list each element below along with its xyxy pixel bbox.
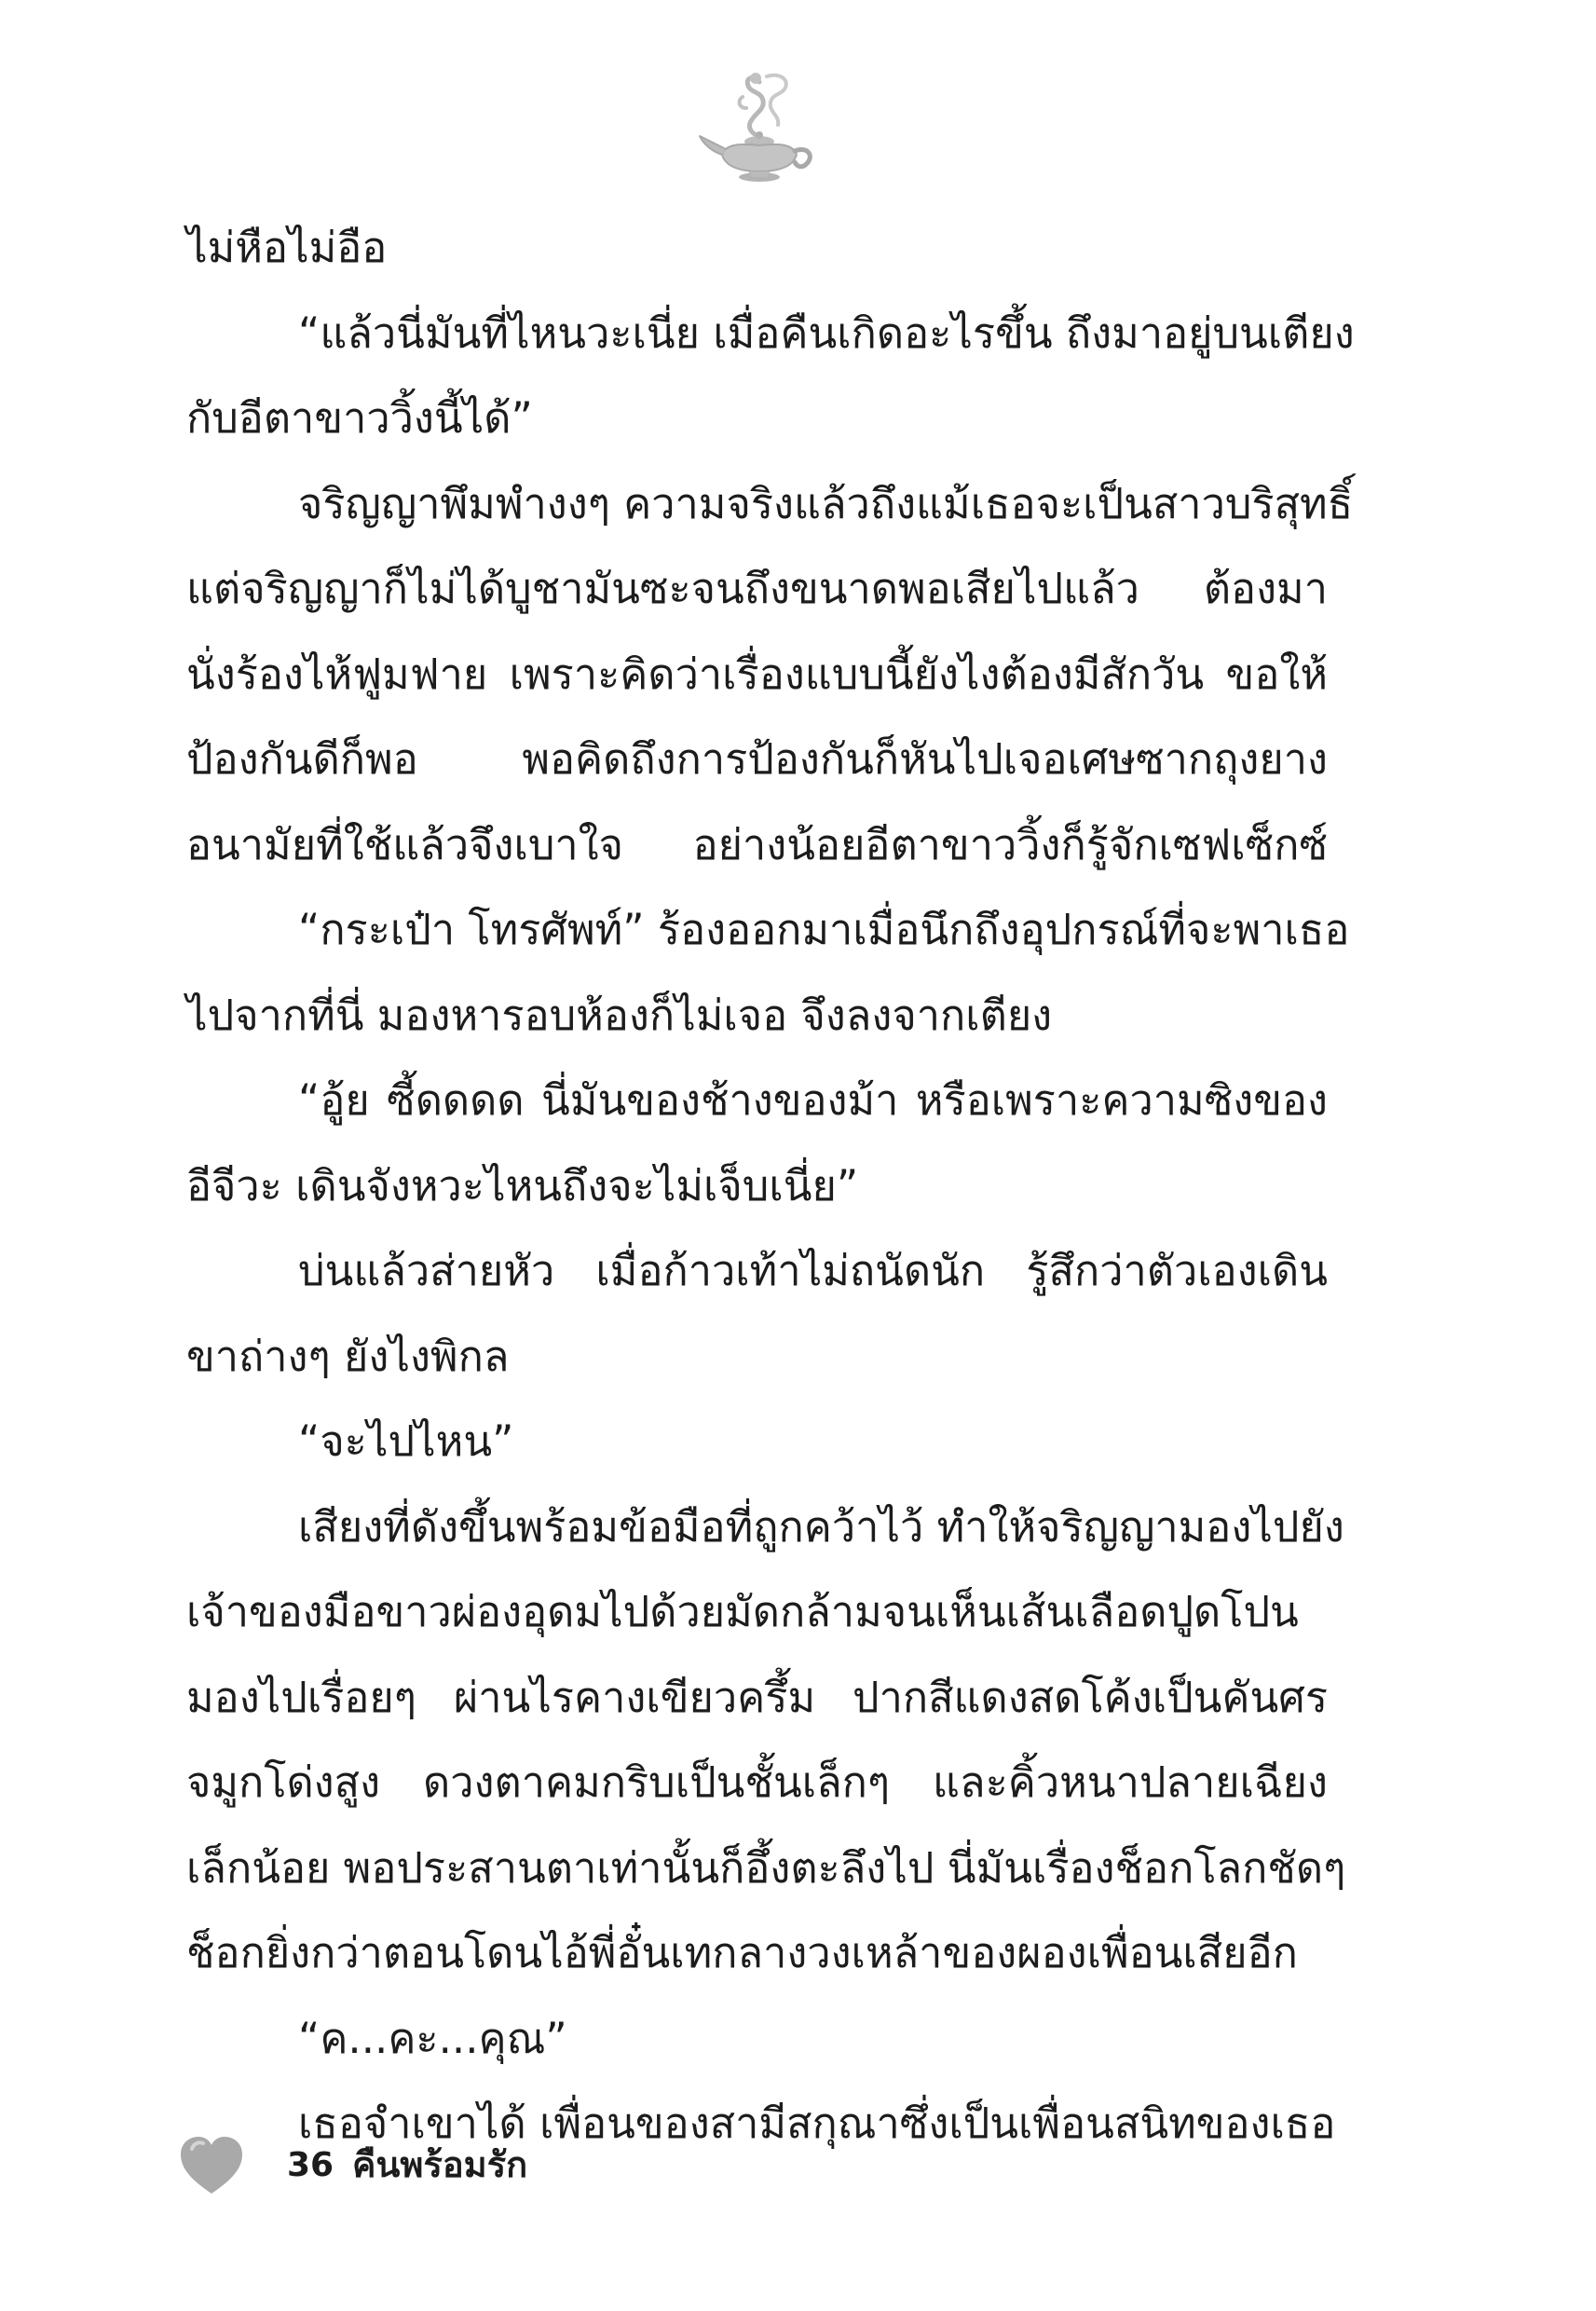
text-line: เสียงที่ดังขึ้นพร้อมข้อมือที่ถูกคว้าไว้ ทำให้จริญญามองไปยัง	[298, 1501, 1344, 1552]
text-line: “แล้วนี่มันที่ไหนวะเนี่ย เมื่อคืนเกิดอะไรขึ้น ถึงมาอยู่บนเตียง	[298, 308, 1355, 358]
text-line: อีจีวะ เดินจังหวะไหนถึงจะไม่เจ็บเนี่ย”	[186, 1160, 859, 1210]
text-line: เจ้าของมือขาวผ่องอุดมไปด้วยมัดกล้ามจนเห็นเส้นเลือดปูดโปน	[186, 1587, 1299, 1636]
page-number: 36	[287, 2146, 334, 2184]
text-line: “กระเป๋า โทรศัพท์” ร้องออกมาเมื่อนึกถึงอุปกรณ์ที่จะพาเธอ	[298, 905, 1350, 954]
page-footer	[177, 2132, 736, 2207]
text-line: ไม่หือไม่อือ	[186, 223, 388, 272]
text-line: จมูกโด่งสูง ดวงตาคมกริบเป็นชั้นเล็กๆ และคิ้วหนาปลายเฉียง	[186, 1757, 1328, 1807]
heart-icon	[177, 2132, 246, 2201]
text-line: “อู้ย ซี้ดดดด นี่มันของช้างของม้า หรือเพราะความซิงของ	[298, 1075, 1328, 1125]
genie-lamp-icon	[694, 65, 825, 196]
text-line: มองไปเรื่อยๆ ผ่านไรคางเขียวครึ้ม ปากสีแดงสดโค้งเป็นคันศร	[186, 1672, 1328, 1722]
text-line: ไปจากที่นี่ มองหารอบห้องก็ไม่เจอ จึงลงจากเตียง	[186, 990, 1053, 1040]
text-line: ขาถ่างๆ ยังไงพิกล	[186, 1331, 510, 1381]
text-line: “จะไปไหน”	[298, 1416, 514, 1466]
text-line: ป้องกันดีก็พอ พอคิดถึงการป้องกันก็หันไปเจอเศษซากถุงยาง	[186, 734, 1328, 784]
text-line: ช็อกยิ่งกว่าตอนโดนไอ้พี่อั๋นเทกลางวงเหล้าของผองเพื่อนเสียอีก	[186, 1928, 1298, 1977]
text-line: กับอีตาขาววิ้งนี้ได้”	[186, 393, 533, 443]
book-title: คืนพร้อมรัก	[352, 2144, 528, 2185]
text-line: “ค...คะ...คุณ”	[298, 2013, 567, 2063]
text-line: นั่งร้องไห้ฟูมฟาย เพราะคิดว่าเรื่องแบบนี้ยังไงต้องมีสักวัน ขอให้	[186, 649, 1328, 699]
text-line: บ่นแล้วส่ายหัว เมื่อก้าวเท้าไม่ถนัดนัก รู้สึกว่าตัวเองเดิน	[298, 1246, 1328, 1295]
text-line: เธอจำเขาได้ เพื่อนของสามีสกุณาซึ่งเป็นเพื่อนสนิทของเธอ	[298, 2099, 1336, 2148]
text-line: แต่จริญญาก็ไม่ได้บูชามันซะจนถึงขนาดพอเสียไปแล้ว ต้องมา	[186, 564, 1328, 613]
text-line: จริญญาพึมพำงงๆ ความจริงแล้วถึงแม้เธอจะเป็นสาวบริสุทธิ์	[298, 478, 1354, 528]
text-line: อนามัยที่ใช้แล้วจึงเบาใจ อย่างน้อยอีตาขาววิ้งก็รู้จักเซฟเซ็กซ์	[186, 819, 1328, 869]
text-line: เล็กน้อย พอประสานตาเท่านั้นก็อึ้งตะลึงไป นี่มันเรื่องช็อกโลกชัดๆ	[186, 1842, 1346, 1893]
